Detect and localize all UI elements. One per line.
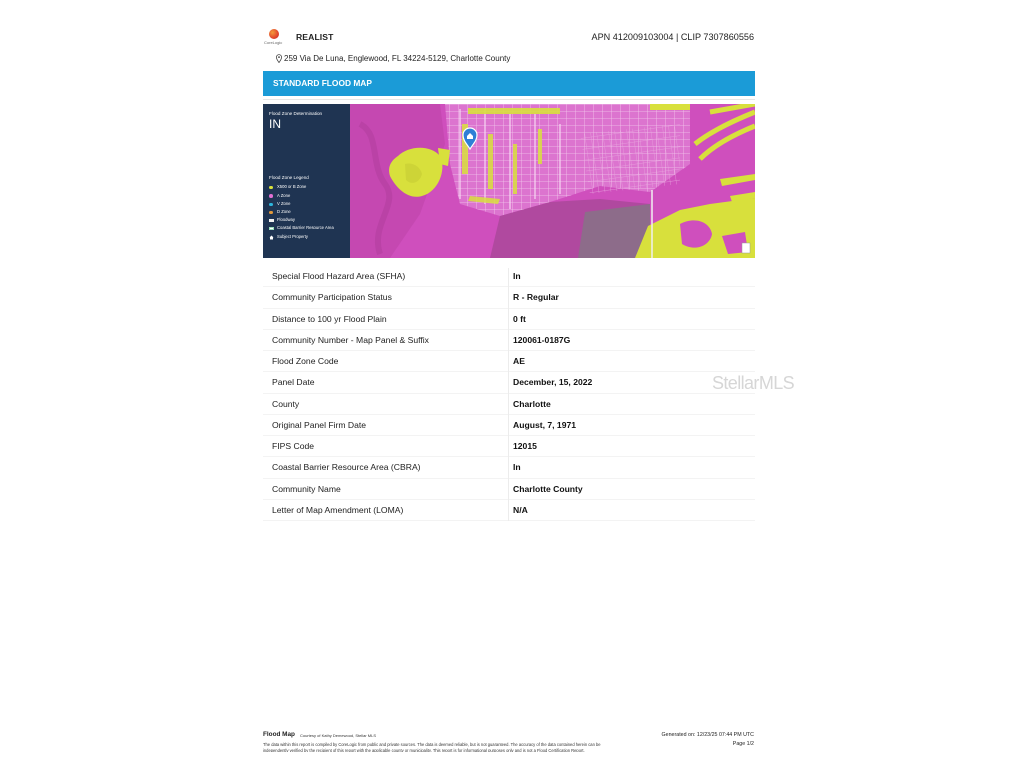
cbra-swatch-icon <box>269 227 274 230</box>
property-ids: APN 412009103004 | CLIP 7307860556 <box>591 32 754 42</box>
row-label: Community Number - Map Panel & Suffix <box>272 334 429 345</box>
flood-zone-map-image[interactable] <box>350 104 755 258</box>
row-label: Special Flood Hazard Area (SFHA) <box>272 271 406 281</box>
row-label: Community Participation Status <box>272 292 392 303</box>
table-row <box>263 415 755 436</box>
legend-label: X500 or B Zone <box>277 184 307 189</box>
row-label: County <box>272 398 300 409</box>
row-label: Distance to 100 yr Flood Plain <box>272 313 387 324</box>
table-row <box>263 436 755 457</box>
row-value: 0 ft <box>513 313 526 324</box>
row-label: Panel Date <box>272 377 315 388</box>
table-row <box>263 457 755 478</box>
flood-details-table <box>263 266 755 521</box>
orange-dot-icon <box>269 211 273 215</box>
row-label: Coastal Barrier Resource Area (CBRA) <box>272 462 421 473</box>
flood-map-info-panel <box>263 104 350 258</box>
disclaimer-clip <box>263 748 663 752</box>
generated-timestamp: Generated on: 12/23/25 07:44 PM UTC <box>661 732 754 738</box>
product-name: REALIST <box>296 32 334 42</box>
location-pin-icon <box>276 54 282 63</box>
table-row <box>263 351 755 372</box>
home-icon <box>269 235 274 240</box>
property-address: 259 Via De Luna, Englewood, FL 34224-5129, Charlotte County <box>284 54 511 63</box>
row-value: In <box>513 271 521 281</box>
row-value: N/A <box>513 504 528 515</box>
table-row <box>263 394 755 415</box>
table-row <box>263 287 755 308</box>
table-row <box>263 479 755 500</box>
legend-label: V Zone <box>277 201 291 206</box>
table-row <box>263 372 755 393</box>
row-value: 12015 <box>513 441 537 451</box>
legend-label: D Zone <box>277 209 291 214</box>
watermark: StellarMLS <box>712 373 795 393</box>
yellow-dot-icon <box>269 186 273 190</box>
row-value: AE <box>513 356 525 366</box>
corelogic-logo-mark <box>269 29 279 39</box>
flood-map[interactable] <box>263 104 755 258</box>
section-banner <box>263 71 755 96</box>
disclaimer-line: independently verified by the recipient of this report with the applicable county or municipality. This report is for informational purposes only and is not a Flood Certification Report. <box>263 748 585 752</box>
row-value: In <box>513 462 521 473</box>
row-label: Flood Zone Code <box>272 356 339 366</box>
table-row <box>263 309 755 330</box>
table-row <box>263 500 755 521</box>
legend-label: A Zone <box>277 192 291 198</box>
row-label: FIPS Code <box>272 441 315 451</box>
row-label: Community Name <box>272 483 341 494</box>
determination-label: Flood Zone Determination <box>269 111 323 116</box>
determination-value: IN <box>269 117 281 131</box>
legend-label: Subject Property <box>277 234 308 239</box>
row-value: August, 7, 1971 <box>513 419 577 430</box>
cyan-dot-icon <box>269 203 273 207</box>
column-divider <box>508 268 509 521</box>
row-label: Letter of Map Amendment (LOMA) <box>272 504 404 515</box>
floodway-swatch-icon <box>269 219 274 222</box>
footer-title: Flood Map <box>263 731 295 738</box>
footer-courtesy: Courtesy of Kathy Demewood, Stellar MLS <box>300 733 377 738</box>
divider <box>263 99 755 100</box>
legend-label: Floodway <box>277 217 295 222</box>
legend-title: Flood Zone Legend <box>269 175 309 180</box>
row-value: December, 15, 2022 <box>513 377 593 388</box>
disclaimer-line: The data within this report is compiled by CoreLogic from public and private sources. The data is deemed reliable, but is not guaranteed. The accuracy of the data contained herein can be <box>263 742 601 747</box>
corelogic-logo-text: CoreLogic <box>264 40 283 45</box>
table-row <box>263 266 755 287</box>
row-value: 120061-0187G <box>513 334 571 345</box>
row-value: Charlotte County <box>513 483 583 494</box>
section-title: STANDARD FLOOD MAP <box>273 78 372 88</box>
map-expand-icon[interactable] <box>742 243 750 253</box>
corelogic-logo <box>264 29 290 47</box>
table-row <box>263 330 755 351</box>
page-number: Page 1/2 <box>732 741 754 747</box>
row-value: Charlotte <box>513 398 551 409</box>
row-value: R - Regular <box>513 292 559 303</box>
legend-label: Coastal Barrier Resource Area <box>277 225 334 230</box>
pink-dot-icon <box>269 194 273 198</box>
row-label: Original Panel Firm Date <box>272 419 367 430</box>
